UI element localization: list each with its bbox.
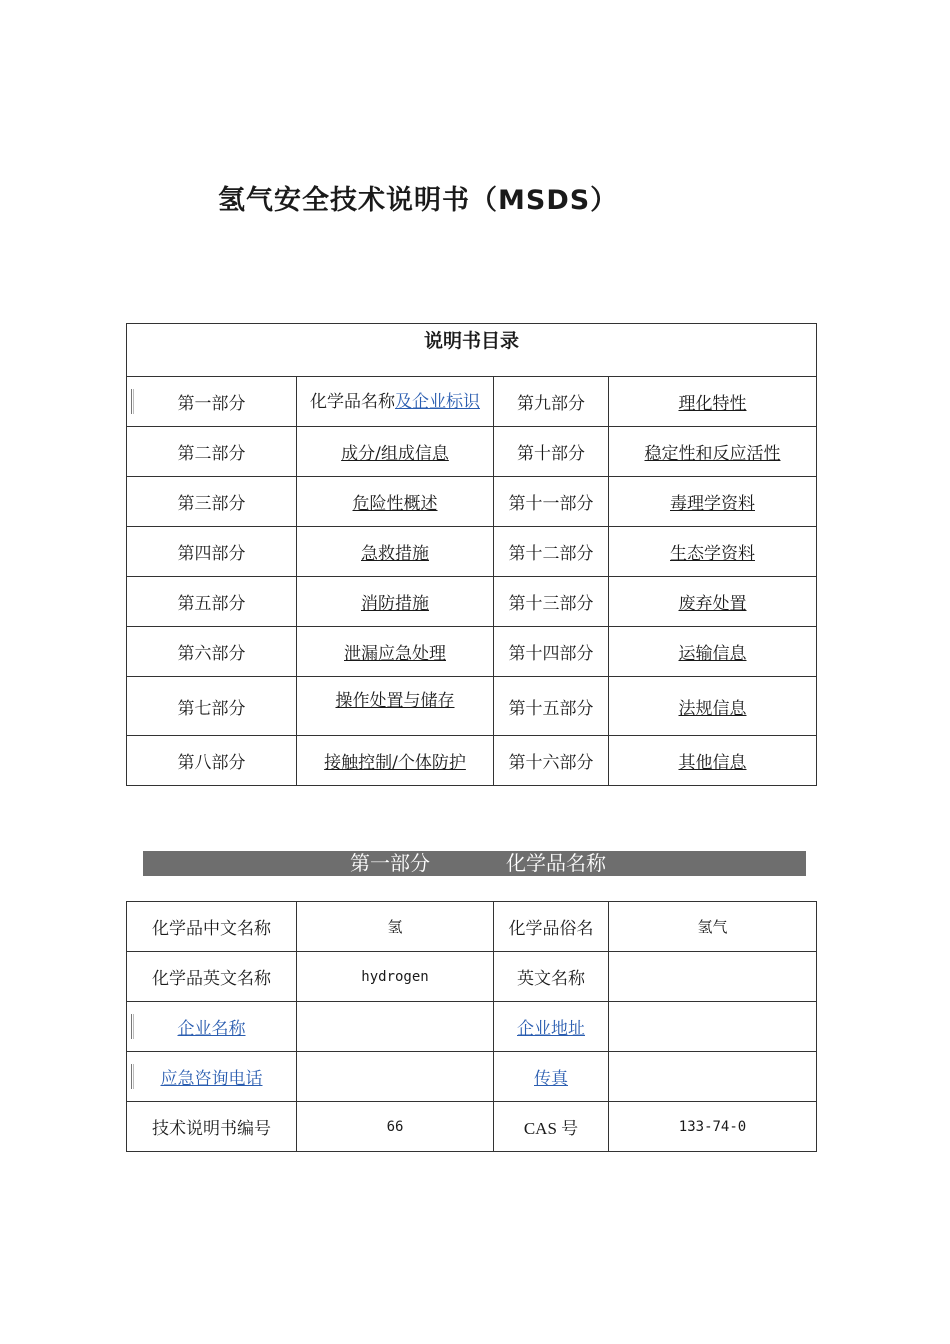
toc-link-text[interactable]: 运输信息 (678, 644, 747, 664)
toc-part-label: 第十部分 (494, 427, 609, 477)
toc-row (127, 427, 817, 477)
company-name-link-cell[interactable] (127, 1002, 297, 1052)
toc-part-label: 第九部分 (494, 377, 609, 427)
toc-part-label: 第三部分 (127, 477, 297, 527)
toc-row (127, 527, 817, 577)
toc-row (127, 377, 817, 427)
toc-link-section-7[interactable] (297, 677, 494, 736)
toc-link-text[interactable]: 稳定性和反应活性 (644, 444, 781, 464)
field-value (609, 952, 817, 1002)
toc-link-text[interactable]: 危险性概述 (352, 494, 438, 514)
toc-link-text[interactable]: 泄漏应急处理 (344, 644, 446, 664)
toc-link-text: 化学品名称 (310, 391, 395, 412)
toc-link-section-13[interactable] (609, 577, 817, 627)
toc-link-section-10[interactable] (609, 427, 817, 477)
toc-link-section-4[interactable] (297, 527, 494, 577)
toc-link-section-14[interactable] (609, 627, 817, 677)
section-1-banner (143, 851, 806, 876)
field-label: 化学品英文名称 (127, 952, 297, 1002)
toc-part-label: 第十四部分 (494, 627, 609, 677)
toc-link-text[interactable]: 生态学资料 (670, 544, 755, 564)
toc-link-text[interactable]: 操作处置与储存 (335, 691, 455, 711)
toc-part-label: 第七部分 (127, 677, 297, 736)
toc-row (127, 677, 817, 736)
field-value: 133-74-0 (609, 1102, 817, 1152)
field-value (609, 1052, 817, 1102)
toc-part-label: 第八部分 (127, 736, 297, 786)
toc-row (127, 627, 817, 677)
fax-link[interactable]: 传真 (534, 1069, 568, 1089)
emergency-phone-link-cell[interactable] (127, 1052, 297, 1102)
field-value (297, 1052, 494, 1102)
toc-link-text[interactable]: 理化特性 (678, 394, 747, 414)
company-name-link[interactable]: 企业名称 (177, 1019, 246, 1039)
company-address-link-cell[interactable] (494, 1002, 609, 1052)
toc-part-label: 第十五部分 (494, 677, 609, 736)
field-label: 化学品俗名 (494, 902, 609, 952)
toc-link-section-2[interactable] (297, 427, 494, 477)
field-label: 化学品中文名称 (127, 902, 297, 952)
toc-link-section-12[interactable] (609, 527, 817, 577)
toc-link-text[interactable]: 急救措施 (361, 544, 429, 564)
toc-row (127, 577, 817, 627)
toc-part-label: 第十一部分 (494, 477, 609, 527)
toc-part-label: 第五部分 (127, 577, 297, 627)
toc-link-section-1[interactable] (297, 377, 494, 427)
field-label: 技术说明书编号 (127, 1102, 297, 1152)
info-row (127, 952, 817, 1002)
field-value (609, 1002, 817, 1052)
toc-link-section-3[interactable] (297, 477, 494, 527)
company-address-link[interactable]: 企业地址 (517, 1019, 585, 1039)
toc-part-label: 第二部分 (127, 427, 297, 477)
toc-link-section-15[interactable] (609, 677, 817, 736)
toc-part-label: 第十六部分 (494, 736, 609, 786)
banner-section-title: 化学品名称 (506, 851, 606, 875)
toc-link-text[interactable]: 法规信息 (678, 698, 747, 719)
field-label: 英文名称 (494, 952, 609, 1002)
toc-link-section-11[interactable] (609, 477, 817, 527)
toc-link-section-6[interactable] (297, 627, 494, 677)
document-title: 氢气安全技术说明书（MSDS） (218, 185, 619, 216)
field-value: hydrogen (297, 952, 494, 1002)
info-row (127, 1052, 817, 1102)
toc-row (127, 736, 817, 786)
toc-link-text[interactable]: 接触控制/个体防护 (324, 753, 466, 773)
toc-heading: 说明书目录 (127, 324, 817, 377)
toc-table (126, 323, 817, 786)
toc-link-text[interactable]: 废弃处置 (678, 594, 747, 614)
toc-link-text[interactable]: 消防措施 (361, 594, 429, 614)
info-row (127, 1102, 817, 1152)
toc-part-label: 第四部分 (127, 527, 297, 577)
toc-part-label: 第十二部分 (494, 527, 609, 577)
field-value: 氢气 (609, 902, 817, 952)
toc-part-label: 第六部分 (127, 627, 297, 677)
banner-part-label: 第一部分 (350, 851, 430, 875)
toc-part-label: 第十三部分 (494, 577, 609, 627)
field-label: CAS 号 (494, 1102, 609, 1152)
toc-link-section-9[interactable] (609, 377, 817, 427)
toc-link-text[interactable]: 其他信息 (678, 753, 747, 773)
fax-link-cell[interactable] (494, 1052, 609, 1102)
info-row (127, 1002, 817, 1052)
toc-part-label: 第一部分 (127, 377, 297, 427)
field-value: 66 (297, 1102, 494, 1152)
toc-link-section-16[interactable] (609, 736, 817, 786)
chemical-info-table (126, 901, 817, 1152)
toc-link-section-5[interactable] (297, 577, 494, 627)
field-value (297, 1002, 494, 1052)
toc-link-section-8[interactable] (297, 736, 494, 786)
toc-link-text[interactable]: 毒理学资料 (670, 494, 755, 514)
toc-row (127, 477, 817, 527)
toc-link-text[interactable]: 成分/组成信息 (341, 444, 449, 464)
emergency-phone-link[interactable]: 应急咨询电话 (160, 1069, 263, 1089)
toc-link-text-blue[interactable]: 及企业标识 (395, 391, 480, 412)
info-row (127, 902, 817, 952)
field-value: 氢 (297, 902, 494, 952)
